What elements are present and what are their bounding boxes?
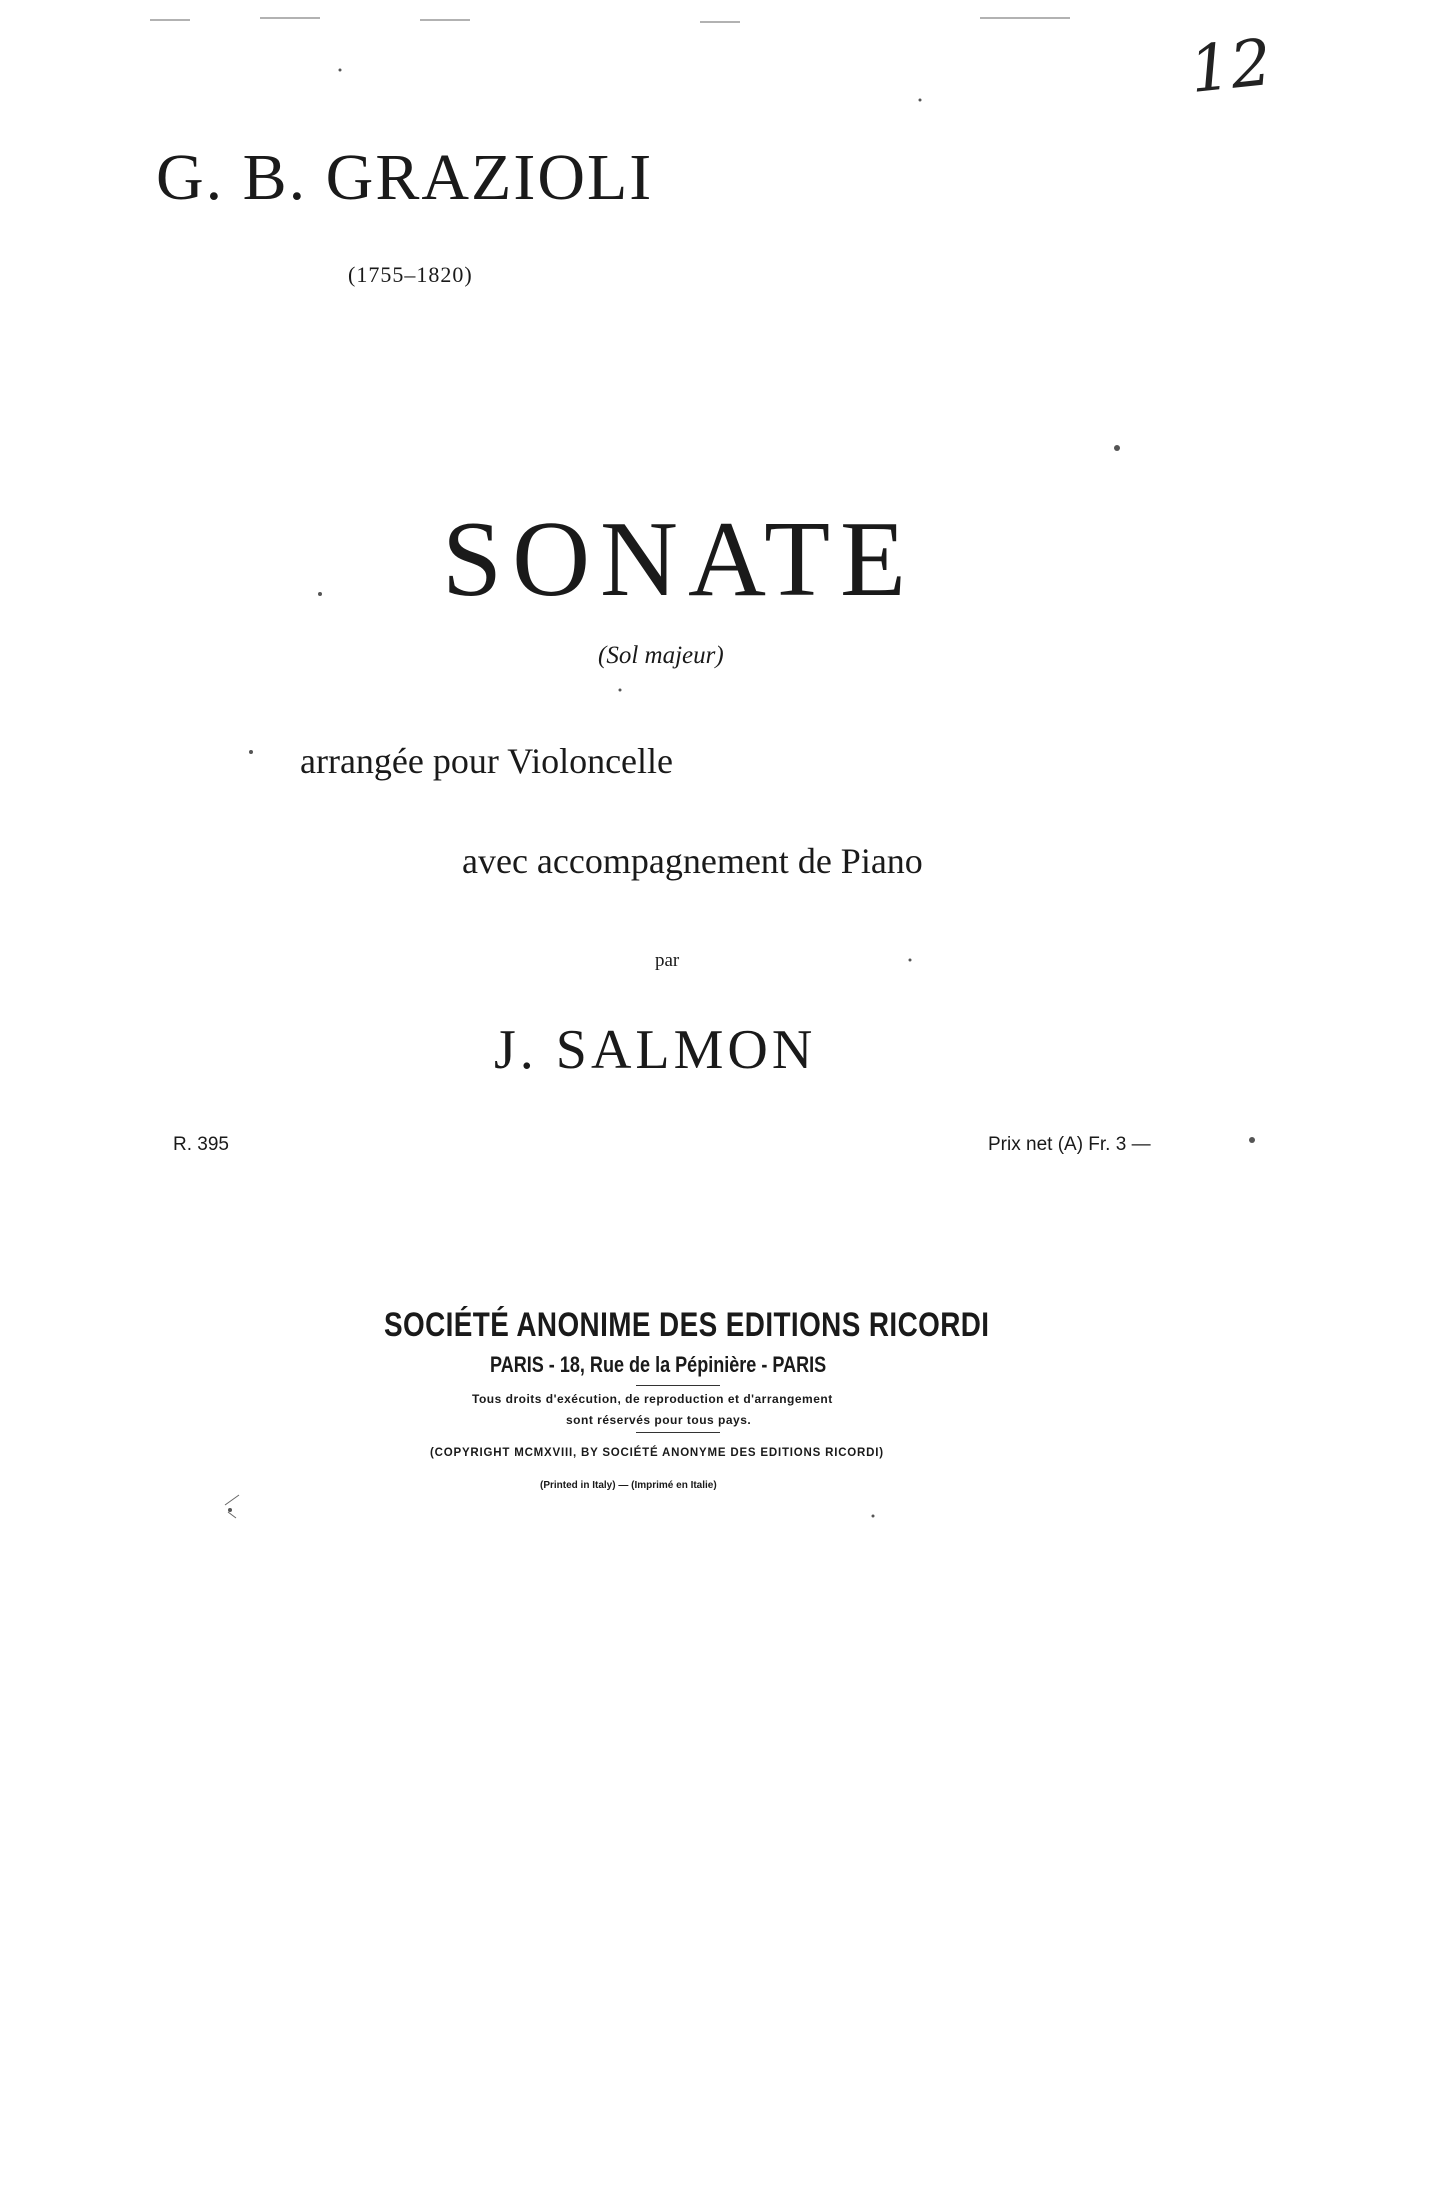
arrangement-line-1: arrangée pour Violoncelle	[300, 741, 674, 781]
catalog-number: R. 395	[173, 1134, 229, 1155]
handwritten-page-mark: 12	[1186, 25, 1276, 109]
divider-rule	[636, 1385, 720, 1386]
copyright-notice: (COPYRIGHT MCMXVIII, BY SOCIÉTÉ ANONYME DES EDITIONS RICORDI)	[430, 1447, 884, 1459]
divider-rule	[636, 1432, 720, 1433]
rights-notice-line-2: sont réservés pour tous pays.	[566, 1413, 752, 1427]
composer-dates: (1755–1820)	[348, 262, 473, 287]
work-title: SONATE	[442, 500, 917, 619]
price-label: Prix net (A) Fr. 3 —	[988, 1134, 1151, 1155]
composer-name: G. B. GRAZIOLI	[156, 141, 654, 214]
printed-in-italy-notice: (Printed in Italy) — (Imprimé en Italie)	[540, 1480, 717, 1491]
by-label: par	[655, 950, 680, 971]
arrangement-line-2: avec accompagnement de Piano	[462, 841, 923, 881]
work-key: (Sol majeur)	[598, 642, 724, 669]
arranger-name: J. SALMON	[494, 1019, 817, 1081]
publisher-address: PARIS - 18, Rue de la Pépinière - PARIS	[490, 1352, 827, 1377]
publisher-name: SOCIÉTÉ ANONIME DES EDITIONS RICORDI	[384, 1306, 990, 1344]
rights-notice-line-1: Tous droits d'exécution, de reproduction et d'arrangement	[472, 1392, 833, 1406]
